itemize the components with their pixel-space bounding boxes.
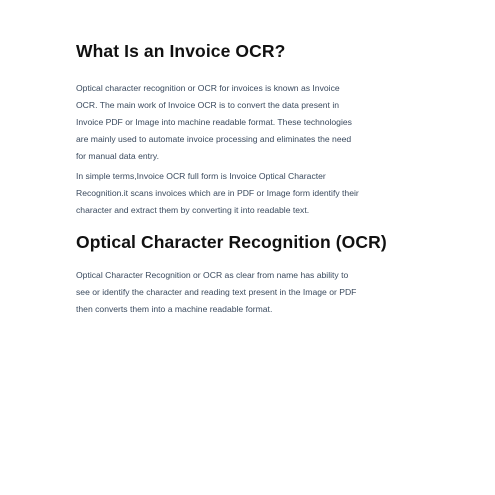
paragraph-line: character and extract them by converting it into readable text. — [76, 205, 310, 215]
paragraph-line: Optical Character Recognition or OCR as clear from name has ability to — [76, 270, 349, 280]
heading-optical-character-recognition: Optical Character Recognition (OCR) — [76, 232, 387, 252]
paragraph-line: for manual data entry. — [76, 151, 159, 161]
paragraph-line: Invoice PDF or Image into machine readable format. These technologies — [76, 117, 352, 127]
paragraph-line: are mainly used to automate invoice processing and eliminates the need — [76, 134, 352, 144]
paragraph-line: see or identify the character and reading text present in the Image or PDF — [76, 287, 357, 297]
heading-what-is-invoice-ocr: What Is an Invoice OCR? — [76, 41, 286, 61]
paragraph-ocr-ability — [76, 267, 426, 318]
paragraph-line: Recognition.it scans invoices which are in PDF or Image form identify their — [76, 188, 359, 198]
paragraph-line: then converts them into a machine readable format. — [76, 304, 273, 314]
paragraph-line: In simple terms,Invoice OCR full form is Invoice Optical Character — [76, 171, 326, 181]
paragraph-invoice-ocr-definition — [76, 80, 426, 165]
paragraph-line: OCR. The main work of Invoice OCR is to convert the data present in — [76, 100, 340, 110]
paragraph-simple-terms — [76, 168, 426, 219]
paragraph-line: Optical character recognition or OCR for invoices is known as Invoice — [76, 83, 340, 93]
